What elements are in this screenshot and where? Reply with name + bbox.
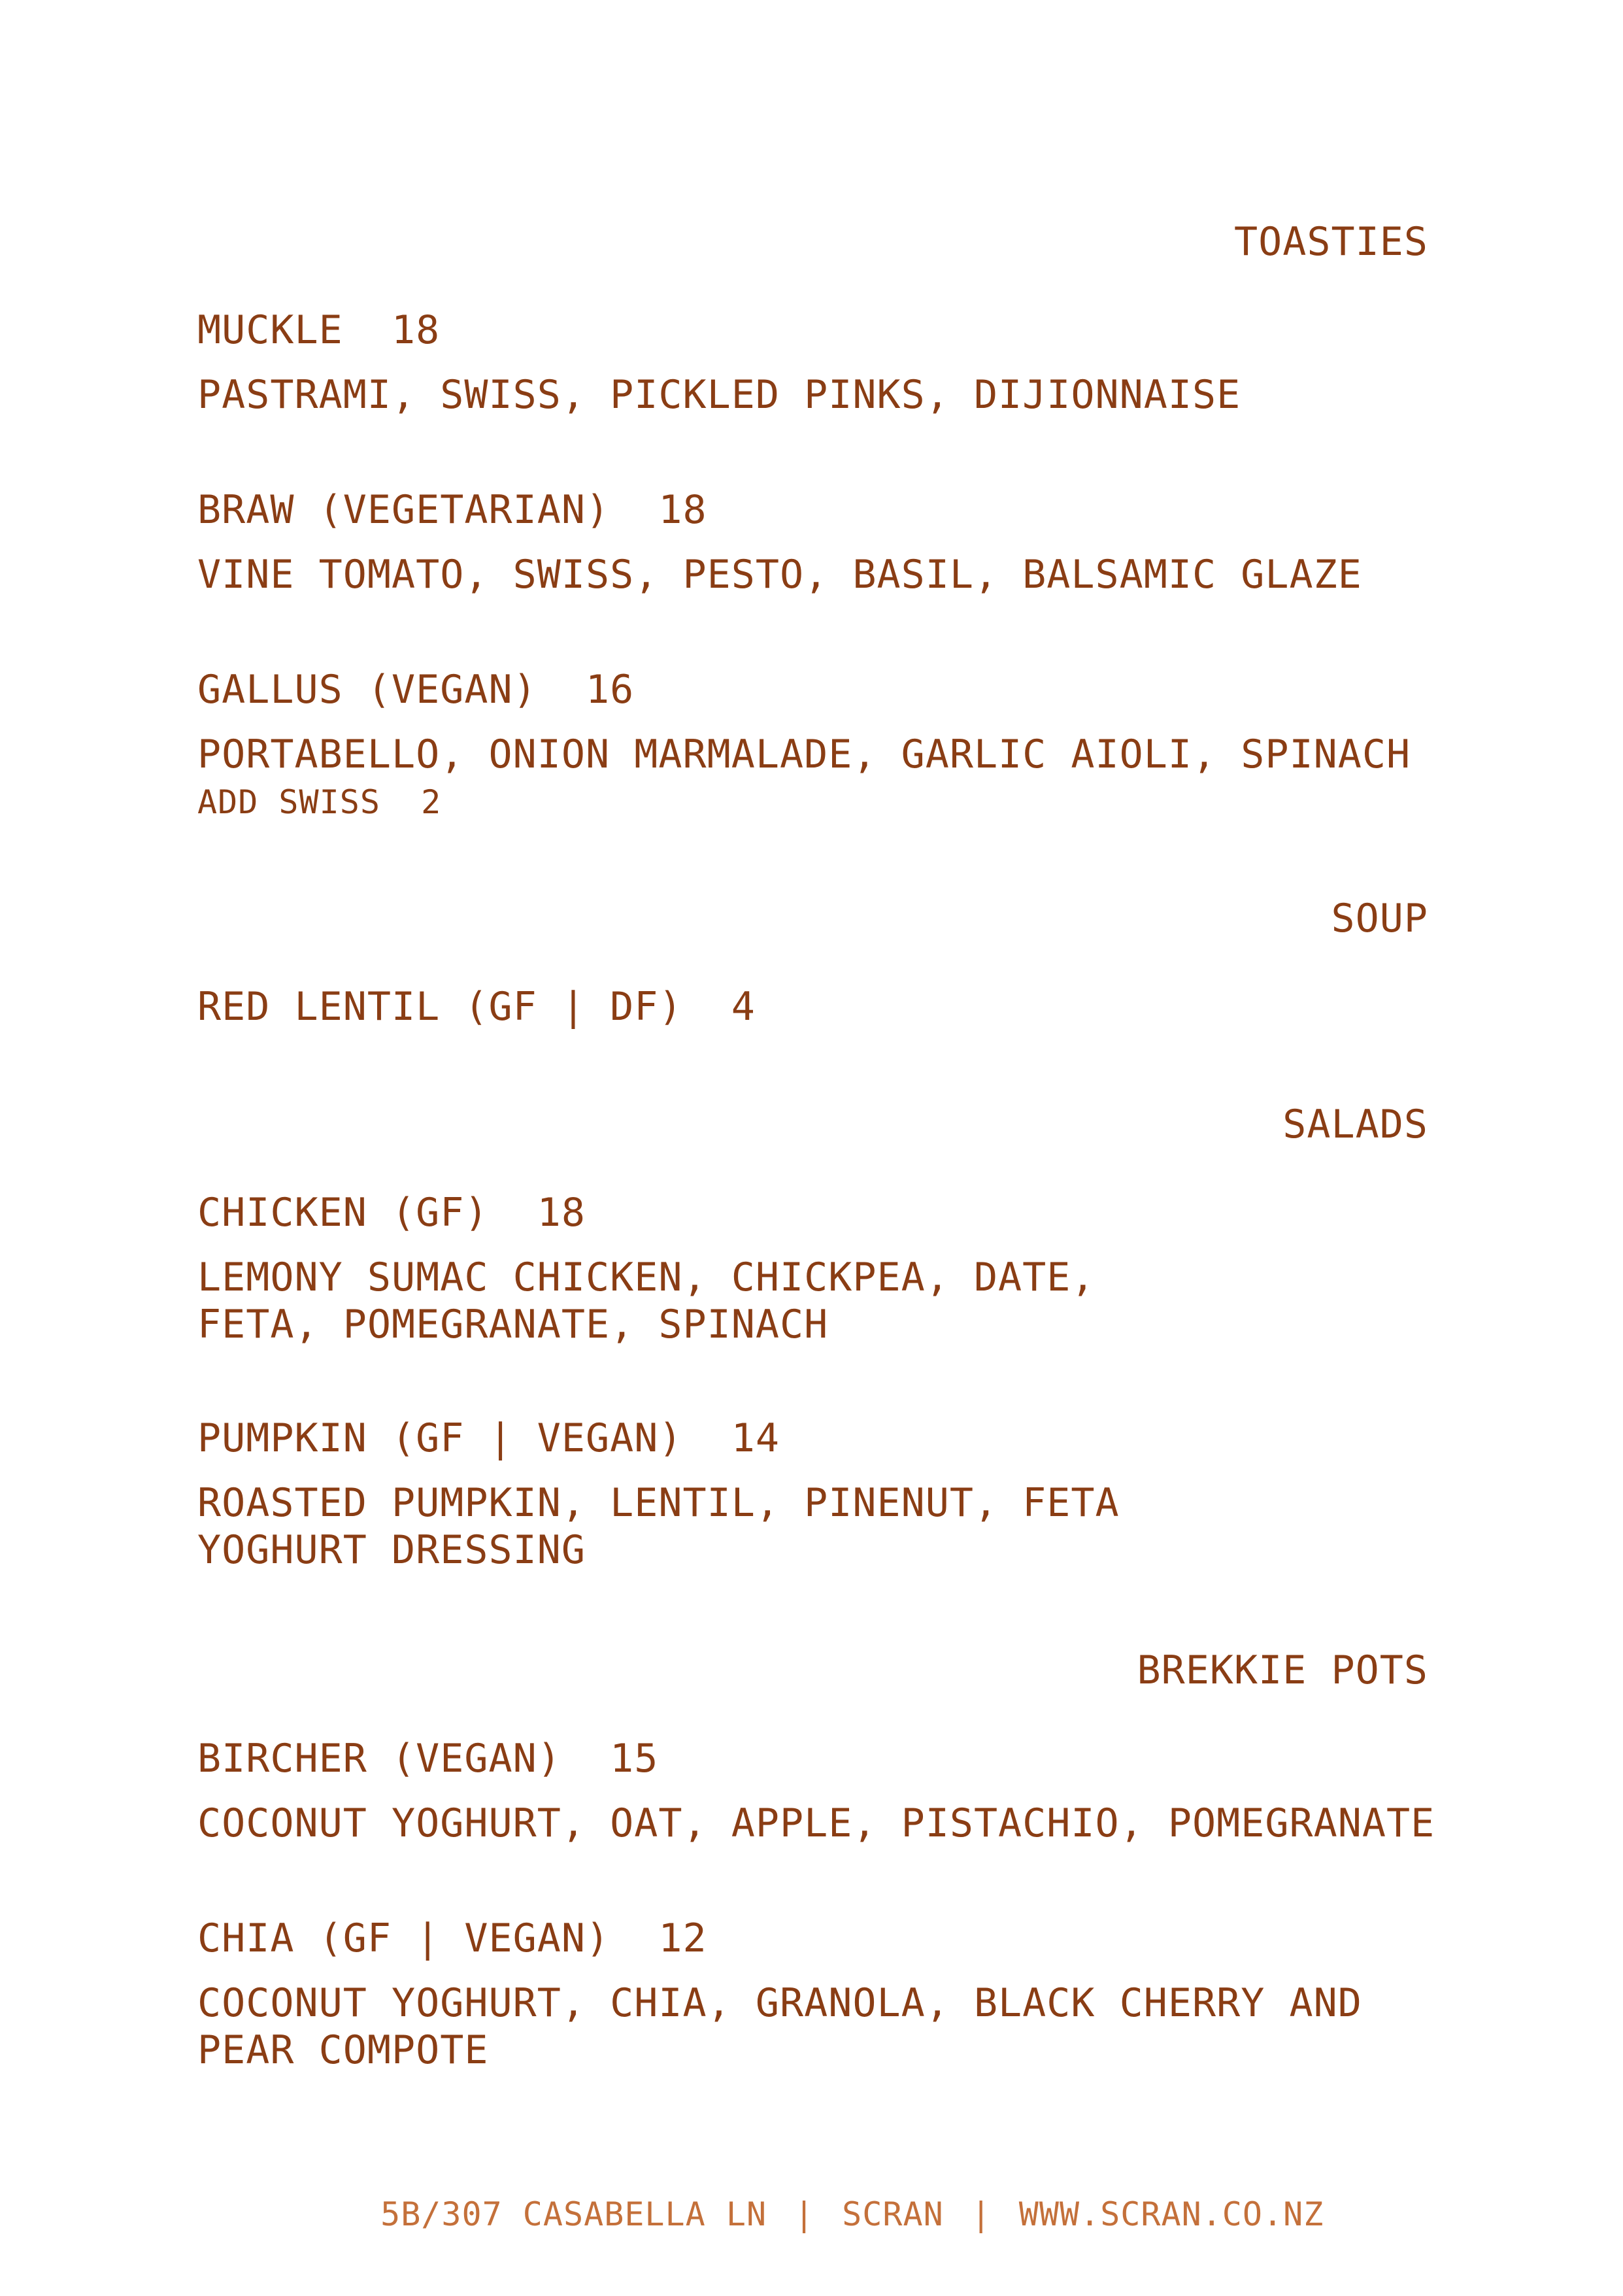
section-heading-salads: SALADS [1282, 1102, 1428, 1147]
menu-item-title: BRAW (VEGETARIAN) 18 [197, 487, 707, 533]
footer-address: 5B/307 CASABELLA LN [380, 2195, 767, 2233]
menu-item-description: COCONUT YOGHURT, OAT, APPLE, PISTACHIO, POMEGRANATE [197, 1800, 1435, 1846]
menu-item-description: PORTABELLO, ONION MARMALADE, GARLIC AIOLI, SPINACH [197, 732, 1411, 777]
menu-item-addon: ADD SWISS 2 [197, 783, 442, 821]
menu-item-title: CHICKEN (GF) 18 [197, 1190, 586, 1236]
footer-separator: | [794, 2195, 815, 2233]
menu-item-title: PUMPKIN (GF | VEGAN) 14 [197, 1415, 780, 1461]
menu-item-description: PASTRAMI, SWISS, PICKLED PINKS, DIJIONNAISE [197, 372, 1241, 418]
menu-item-title: RED LENTIL (GF | DF) 4 [197, 984, 756, 1030]
menu-item-title: CHIA (GF | VEGAN) 12 [197, 1916, 707, 1961]
section-heading-brekkie-pots: BREKKIE POTS [1137, 1647, 1428, 1693]
section-heading-toasties: TOASTIES [1234, 219, 1428, 265]
section-heading-soup: SOUP [1331, 896, 1428, 941]
footer [0, 2157, 1623, 2271]
footer-separator: | [971, 2195, 992, 2233]
footer-website-link[interactable]: WWW.SCRAN.CO.NZ [1018, 2195, 1324, 2233]
menu-item-description: LEMONY SUMAC CHICKEN, CHICKPEA, DATE, FETA, POMEGRANATE, SPINACH [197, 1255, 1096, 1347]
footer-brand-name: SCRAN [842, 2195, 944, 2233]
menu-item-description: VINE TOMATO, SWISS, PESTO, BASIL, BALSAMIC GLAZE [197, 552, 1362, 598]
menu-item-title: BIRCHER (VEGAN) 15 [197, 1736, 659, 1781]
menu-item-title: MUCKLE 18 [197, 307, 441, 353]
menu-item-title: GALLUS (VEGAN) 16 [197, 667, 635, 713]
menu-item-description: COCONUT YOGHURT, CHIA, GRANOLA, BLACK CHERRY AND PEAR COMPOTE [197, 1980, 1362, 2073]
menu-item-description: ROASTED PUMPKIN, LENTIL, PINENUT, FETA YOGHURT DRESSING [197, 1480, 1120, 1573]
